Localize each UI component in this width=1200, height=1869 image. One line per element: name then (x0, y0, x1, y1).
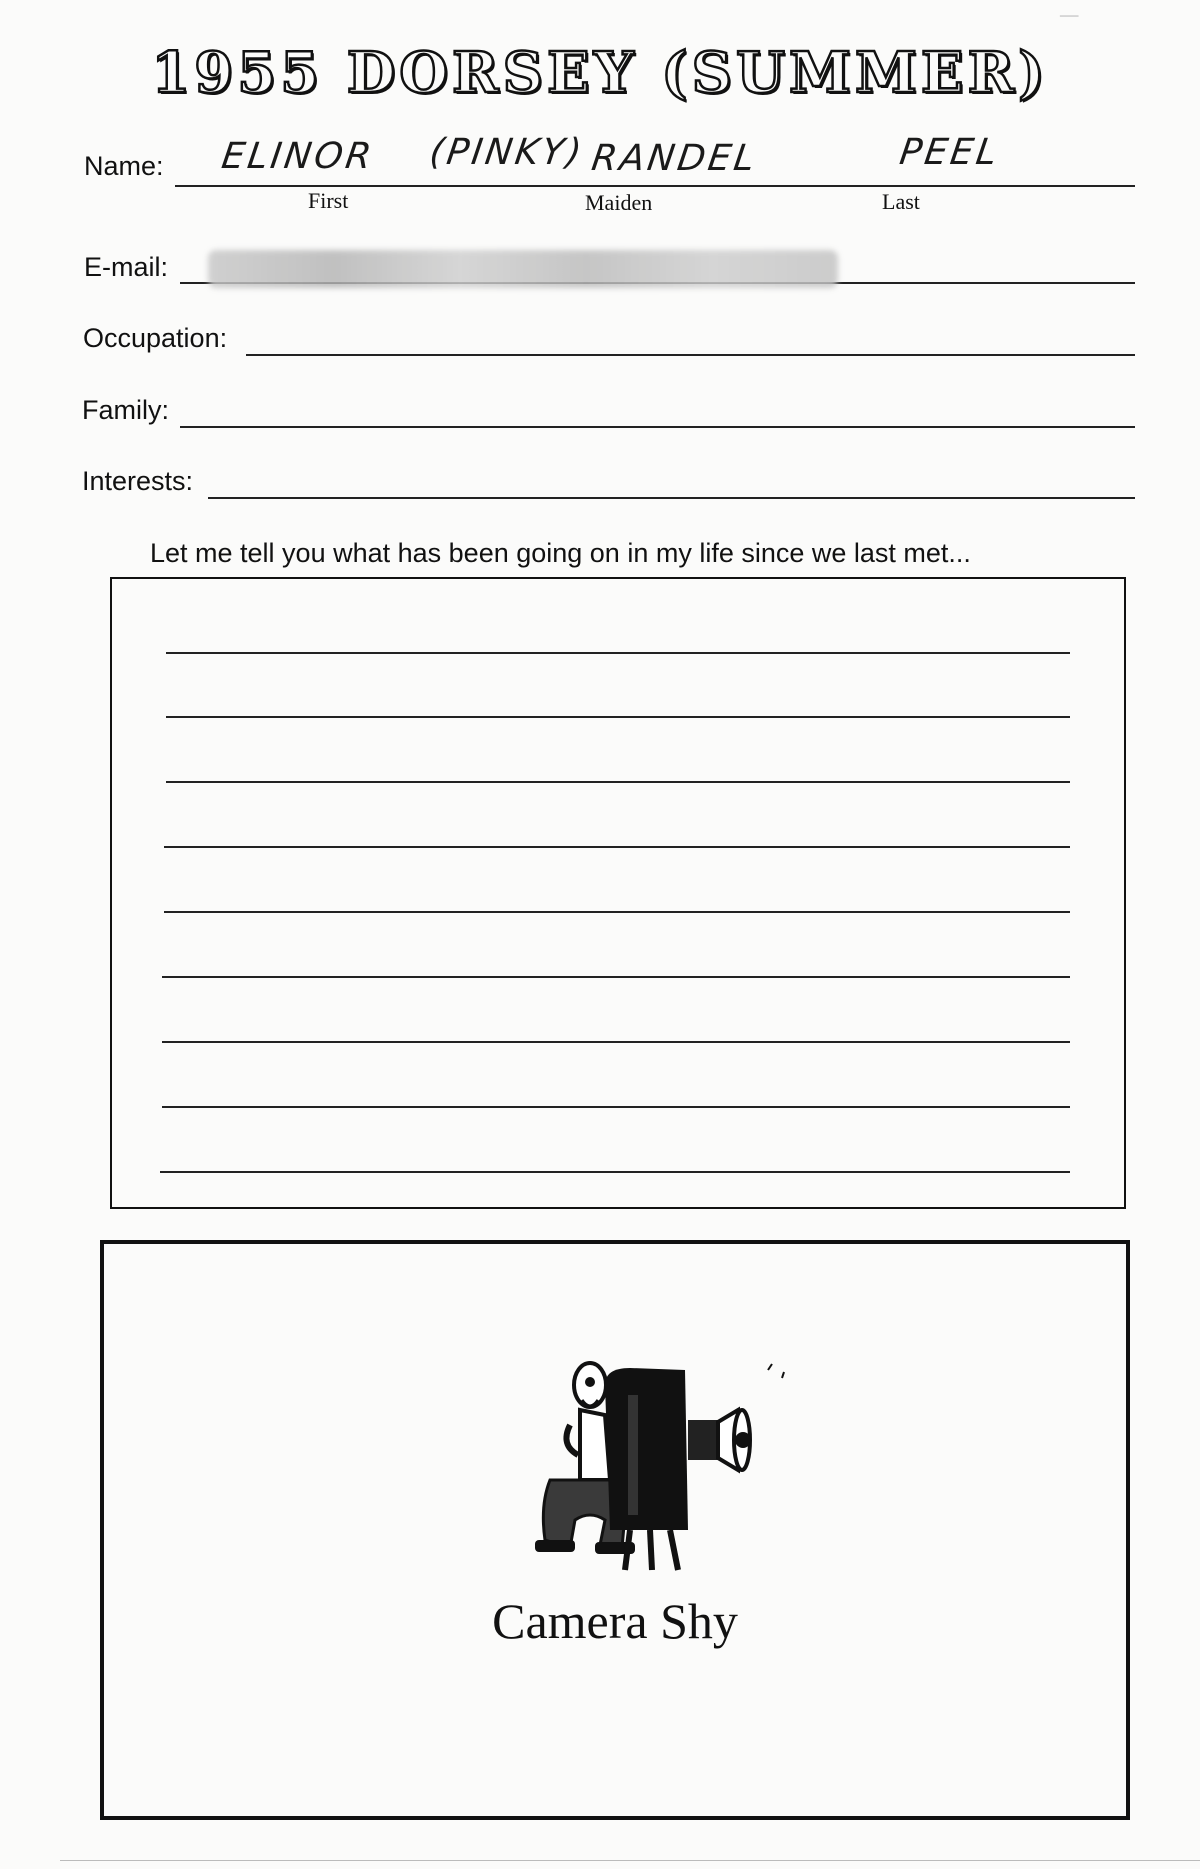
sublabel-first: First (308, 188, 349, 213)
writing-line (162, 1106, 1070, 1108)
writing-line (162, 1041, 1070, 1043)
writing-line (162, 976, 1070, 978)
interests-label: Interests: (82, 466, 194, 496)
story-prompt: Let me tell you what has been going on in my life since we last met... (150, 538, 971, 568)
photographer-with-camera-icon (510, 1330, 810, 1580)
writing-line (160, 1171, 1070, 1173)
page-title: 1955 DORSEY (SUMMER) (151, 40, 1049, 106)
writing-line (166, 652, 1070, 654)
occupation-line (246, 354, 1135, 356)
name-nickname-value: (PINKY) (427, 132, 587, 173)
story-box (110, 577, 1126, 1209)
page-bottom-edge (60, 1860, 1200, 1861)
name-label: Name: (84, 151, 164, 181)
redacted-email (208, 250, 838, 288)
name-first-value: ELINOR (219, 136, 377, 177)
writing-line (166, 781, 1070, 783)
name-last-value: PEEL (897, 132, 1003, 173)
name-line (175, 185, 1135, 187)
writing-line (164, 846, 1070, 848)
email-label: E-mail: (84, 252, 169, 282)
interests-line (208, 497, 1135, 499)
photo-caption: Camera Shy (492, 1593, 738, 1649)
writing-line (164, 911, 1070, 913)
occupation-label: Occupation: (83, 323, 228, 353)
sublabel-maiden: Maiden (585, 190, 653, 215)
writing-line (166, 716, 1070, 718)
sublabel-last: Last (882, 189, 920, 214)
name-maiden-value: RANDEL (589, 138, 760, 179)
family-label: Family: (82, 395, 169, 425)
bleed-through-text: ─ (1060, 0, 1079, 30)
family-line (180, 426, 1135, 428)
